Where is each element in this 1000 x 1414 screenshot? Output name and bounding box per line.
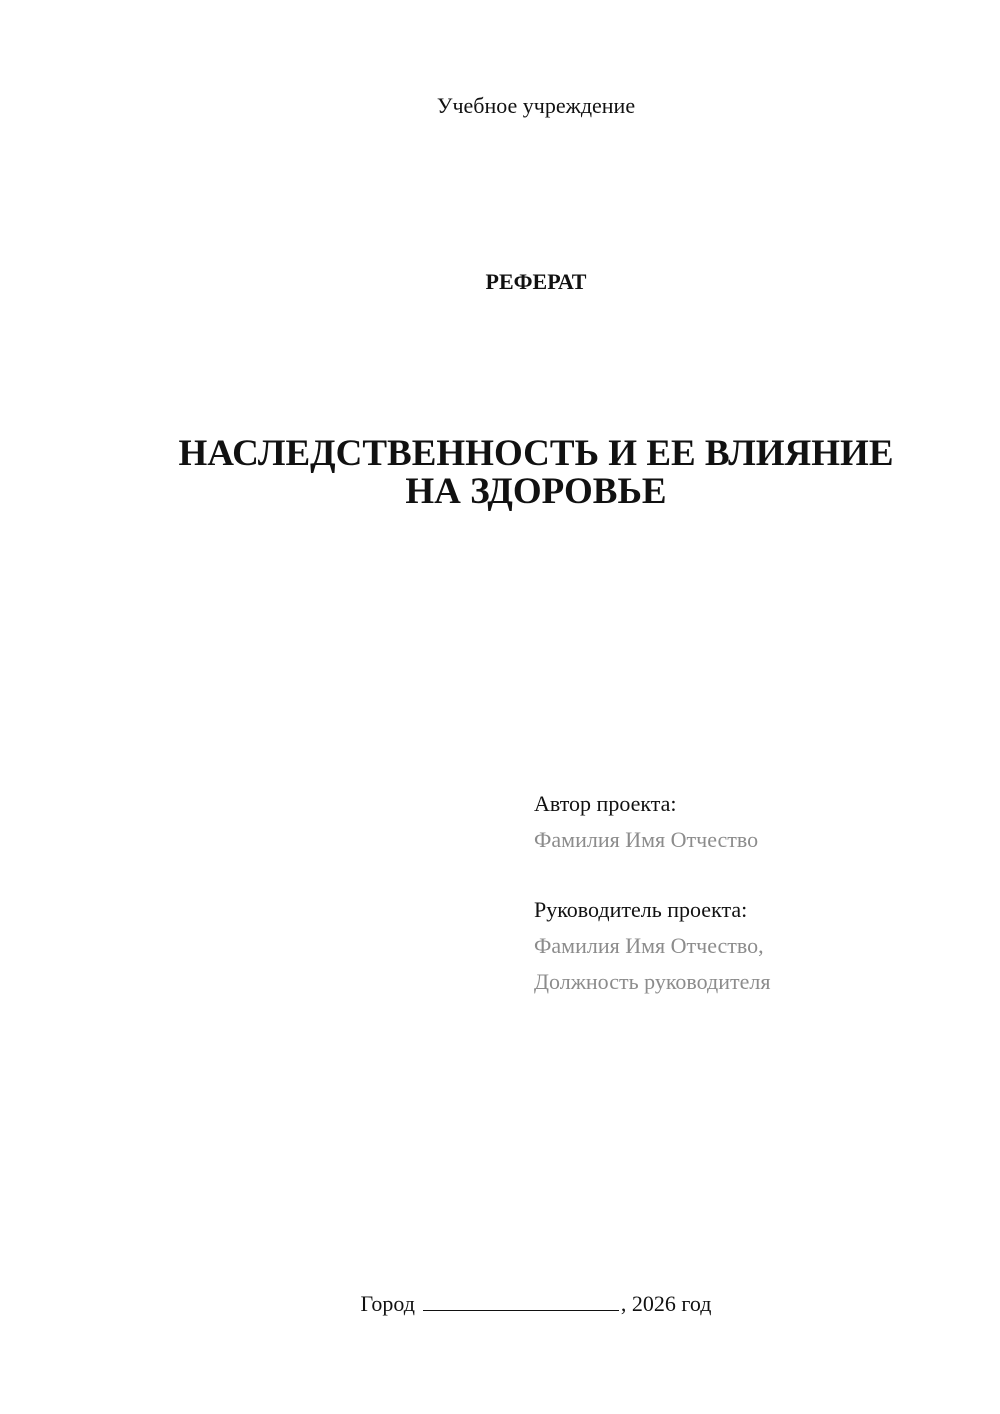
author-block [534, 786, 974, 858]
document-title [120, 435, 952, 511]
city-label: Город [360, 1291, 415, 1316]
city-blank-line [423, 1292, 619, 1311]
author-name: Фамилия Имя Отчество [534, 827, 759, 852]
city-year-footer [0, 1290, 1000, 1318]
document-type: РЕФЕРАТ [485, 269, 587, 294]
author-label: Автор проекта: [534, 791, 677, 816]
supervisor-label: Руководитель проекта: [534, 897, 748, 922]
supervisor-name: Фамилия Имя Отчество, [534, 933, 764, 958]
document-title-line-1: НАСЛЕДСТВЕННОСТЬ И ЕЕ ВЛИЯНИЕ [178, 433, 894, 474]
institution-name: Учебное учреждение [436, 93, 636, 118]
supervisor-block [534, 892, 974, 1000]
document-title-line-2: НА ЗДОРОВЬЕ [405, 471, 667, 512]
supervisor-position: Должность руководителя [534, 969, 771, 994]
year-text: , 2026 год [620, 1291, 712, 1316]
